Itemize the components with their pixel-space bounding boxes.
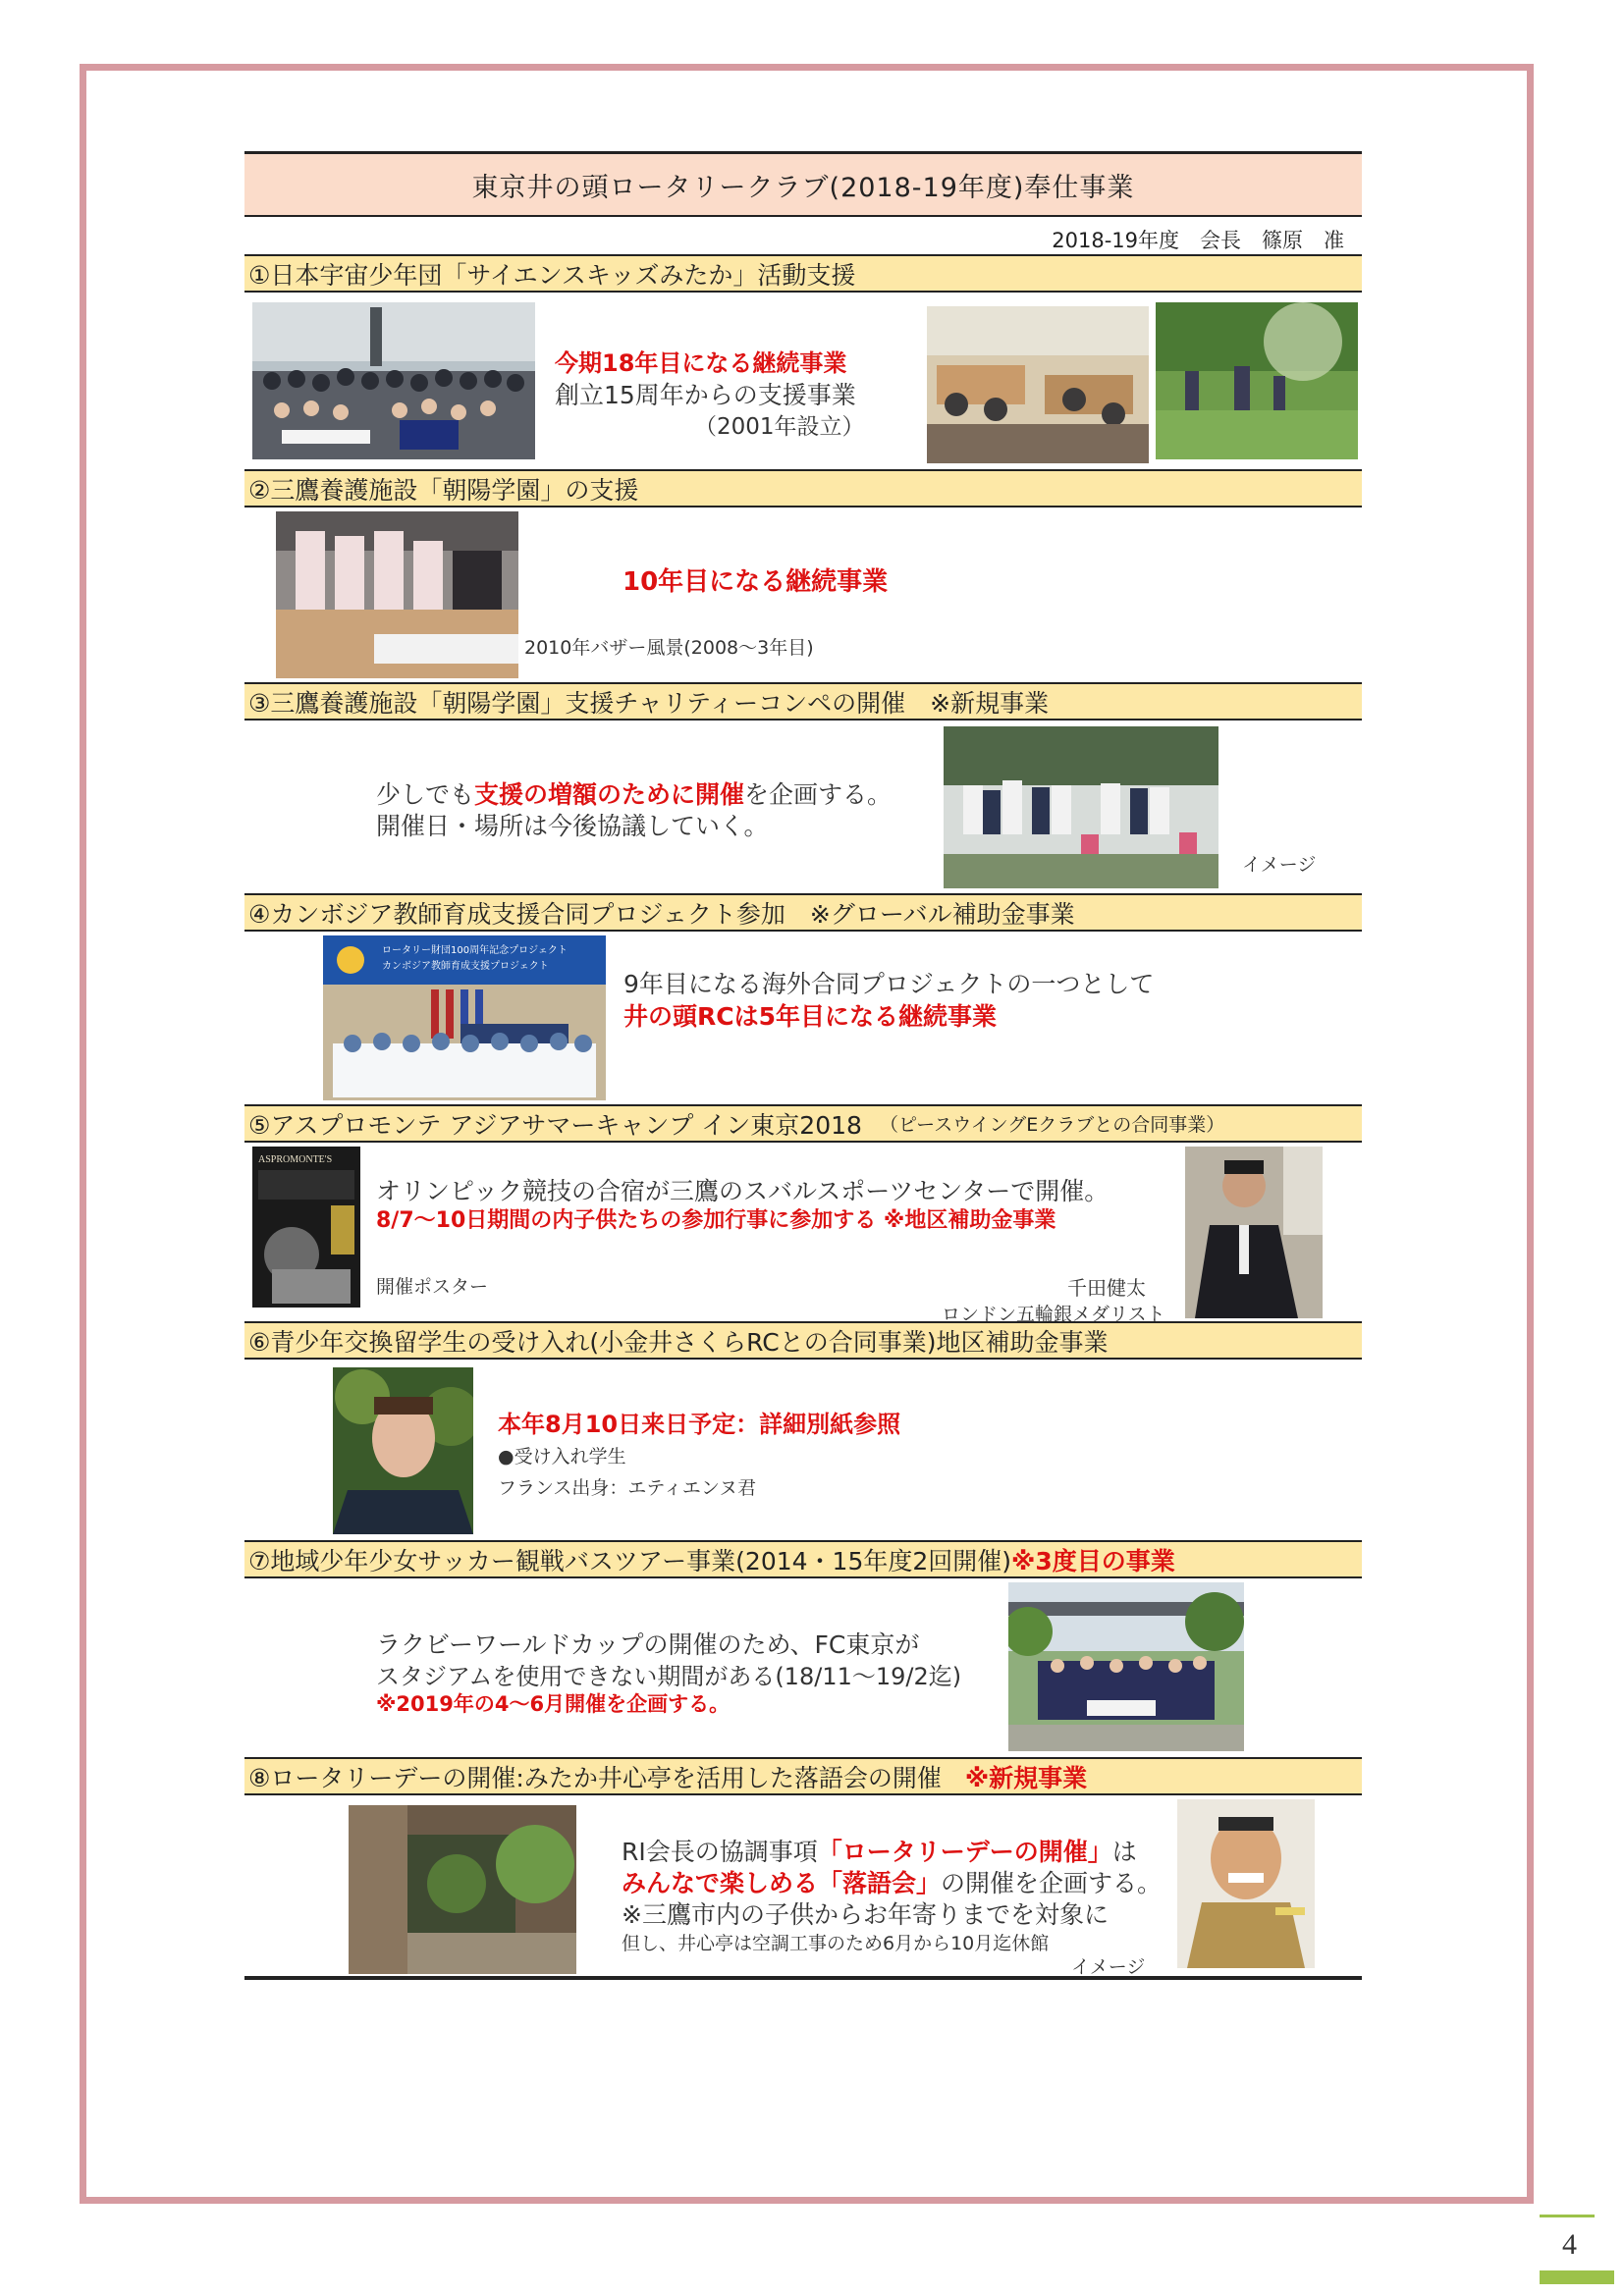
document-title: 東京井の頭ロータリークラブ(2018-19年度)奉仕事業 [244, 151, 1362, 217]
s6-student-label: ●受け入れ学生 [498, 1446, 626, 1468]
shinshintei-garden-photo [349, 1805, 576, 1974]
s6-student-origin: フランス出身：エティエンヌ君 [498, 1477, 757, 1499]
section-8-heading: ⑧ロータリーデーの開催:みたか井心亭を活用した落語会の開催 ※新規事業 [244, 1757, 1362, 1795]
banner-line-1: ロータリー財団100周年記念プロジェクト [382, 945, 568, 956]
s3-line2: 開催日・場所は今後協議していく。 [376, 812, 769, 840]
s7-line2: スタジアムを使用できない期間がある(18/11～19/2迄) [376, 1663, 962, 1690]
s5-person-title: ロンドン五輪銀メダリスト [942, 1304, 1165, 1325]
poster-title: ASPROMONTE'S [258, 1154, 333, 1165]
section-6-heading: ⑥青少年交換留学生の受け入れ(小金井さくらRCとの合同事業)地区補助金事業 [244, 1321, 1362, 1360]
document-content [244, 151, 1362, 1980]
golf-group-photo [944, 726, 1218, 888]
classroom-activity-photo [927, 306, 1149, 463]
banner-line-2: カンボジア教師育成支援プロジェクト [382, 961, 549, 972]
soccer-tour-photo [1008, 1582, 1244, 1751]
page-number: 4 [1562, 2228, 1577, 2261]
outdoor-activity-photo [1156, 302, 1358, 459]
s5-line2: 8/7～10日期間の内子供たちの参加行事に参加する ※地区補助金事業 [376, 1208, 1056, 1233]
s8-line2: みんなで楽しめる「落語会」の開催を企画する。 [622, 1869, 1163, 1897]
s7-line3: ※2019年の4～6月開催を企画する。 [376, 1692, 731, 1716]
s3-line1: 少しでも支援の増額のために開催を企画する。 [376, 780, 893, 809]
section-1-body [244, 293, 1362, 469]
section-1-heading: ①日本宇宙少年団「サイエンスキッズみたか」活動支援 [244, 254, 1362, 293]
s3-image-label: イメージ [1242, 854, 1317, 876]
s5-line1: オリンピック競技の合宿が三鷹のスバルスポーツセンターで開催。 [376, 1177, 1110, 1205]
medalist-photo [1185, 1147, 1323, 1318]
s1-founded: （2001年設立） [694, 414, 865, 440]
section-3-body [244, 721, 1362, 893]
s7-line1: ラクビーワールドカップの開催のため、FC東京が [376, 1630, 920, 1659]
section-2-body [244, 507, 1362, 682]
section-3-heading: ③三鷹養護施設「朝陽学園」支援チャリティーコンペの開催 ※新規事業 [244, 682, 1362, 721]
section-5-heading: ⑤アスプロモンテ アジアサマーキャンプ イン東京2018 （ピースウイングEクラブとの合同事業） [244, 1104, 1362, 1143]
page-number-accent-top [1540, 2215, 1595, 2217]
section-7-body [244, 1578, 1362, 1757]
s8-line4: 但し、井心亭は空調工事のため6月から10月迄休館 [622, 1933, 1050, 1954]
section-4-heading: ④カンボジア教師育成支援合同プロジェクト参加 ※グローバル補助金事業 [244, 893, 1362, 932]
space-kids-group-photo [252, 302, 535, 459]
section-4-body [244, 932, 1362, 1104]
section-7-heading: ⑦地域少年少女サッカー観戦バスツアー事業(2014・15年度2回開催) ※3度目の事業 [244, 1540, 1362, 1578]
president-byline: 2018-19年度 会長 篠原 准 [1052, 229, 1344, 252]
s8-image-label: イメージ [1071, 1956, 1146, 1978]
exchange-student-photo [333, 1367, 473, 1534]
s5-person-name: 千田健太 [1067, 1276, 1146, 1300]
s4-line1: 9年目になる海外合同プロジェクトの一つとして [623, 970, 1155, 998]
section-2-heading: ②三鷹養護施設「朝陽学園」の支援 [244, 469, 1362, 507]
section-6-body [244, 1360, 1362, 1540]
bazaar-photo [276, 511, 518, 678]
s6-arrival: 本年8月10日来日予定：詳細別紙参照 [498, 1411, 901, 1438]
rakugo-performer-photo [1177, 1799, 1315, 1968]
s5-poster-caption: 開催ポスター [376, 1276, 489, 1298]
camp-poster [252, 1147, 360, 1308]
s4-line2: 井の頭RCは5年目になる継続事業 [623, 1002, 997, 1031]
s2-highlight: 10年目になる継続事業 [623, 567, 889, 597]
section-5-body [244, 1143, 1362, 1325]
cambodia-project-photo [323, 935, 606, 1100]
bottom-rule [244, 1976, 1362, 1980]
s8-line1: RI会長の協調事項「ロータリーデーの開催」は [622, 1838, 1137, 1866]
s1-support-since: 創立15周年からの支援事業 [555, 381, 856, 409]
page-number-accent-bottom [1540, 2270, 1614, 2284]
s8-line3: ※三鷹市内の子供からお年寄りまでを対象に [622, 1900, 1109, 1929]
s1-continuation-note: 今期18年目になる継続事業 [555, 349, 847, 377]
s2-bazaar-caption: 2010年バザー風景(2008～3年目) [524, 637, 814, 659]
section-8-body [244, 1795, 1362, 1976]
